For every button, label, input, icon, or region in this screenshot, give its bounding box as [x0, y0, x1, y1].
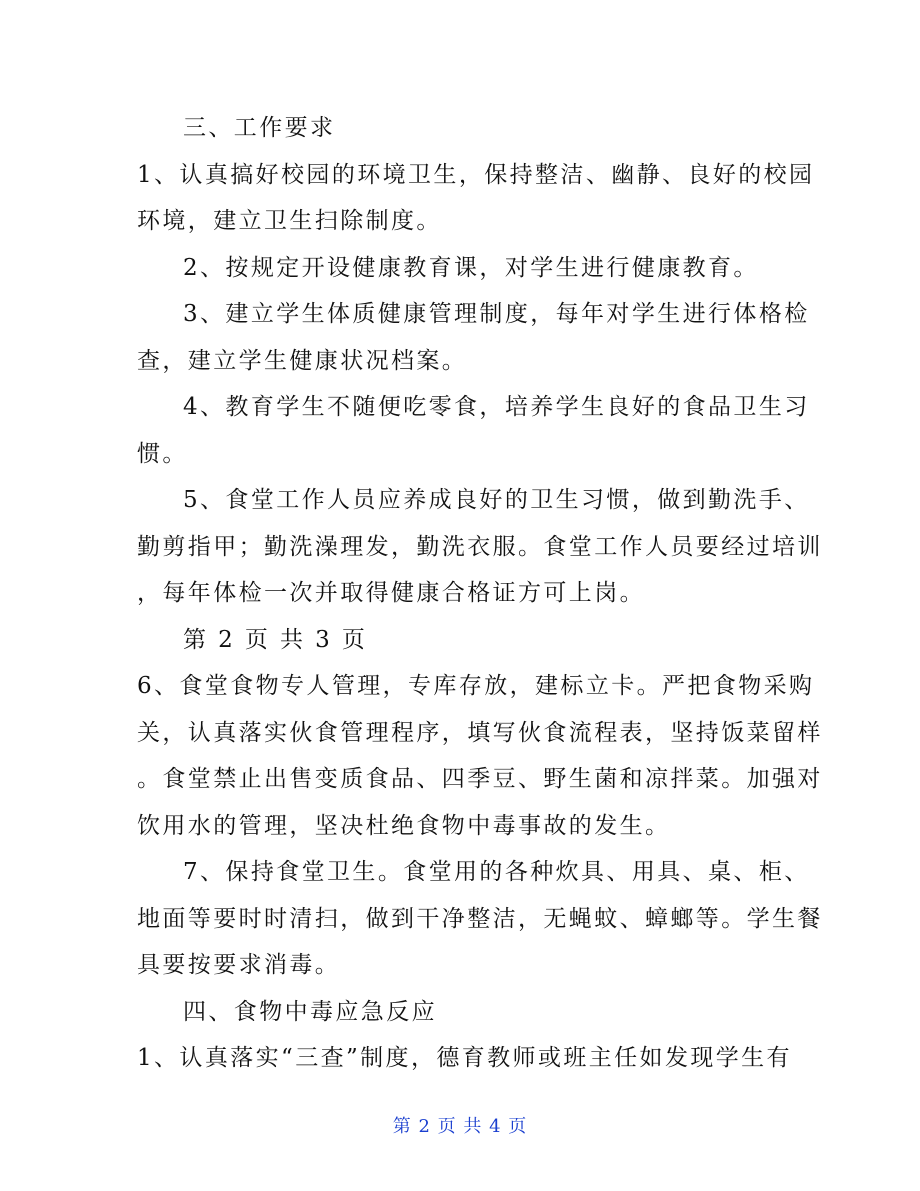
paragraph-line: 地面等要时时清扫，做到干净整洁，无蝇蚊、蟑螂等。学生餐 [137, 905, 823, 932]
paragraph-line: 4、教育学生不随便吃零食，培养学生良好的食品卫生习 [183, 394, 810, 420]
paragraph-line: 查，建立学生健康状况档案。 [137, 347, 468, 374]
inline-page-marker: 第 2 页 共 3 页 [183, 626, 368, 653]
paragraph-line: 饮用水的管理，坚决杜绝食物中毒事故的发生。 [137, 812, 671, 839]
paragraph-line: 1、认真搞好校园的环境卫生，保持整洁、幽静、良好的校园 [137, 161, 815, 188]
paragraph-line: 勤剪指甲；勤洗澡理发，勤洗衣服。食堂工作人员要经过培训 [137, 533, 823, 560]
paragraph-line: 具要按要求消毒。 [137, 952, 341, 978]
paragraph-line: 2、按规定开设健康教育课，对学生进行健康教育。 [183, 254, 759, 281]
paragraph-line: 。食堂禁止出售变质食品、四季豆、野生菌和凉拌菜。加强对 [137, 766, 823, 792]
paragraph-line: ，每年体检一次并取得健康合格证方可上岗。 [137, 580, 645, 606]
paragraph-line: 5、食堂工作人员应养成良好的卫生习惯，做到勤洗手、 [183, 487, 810, 513]
paragraph-line: 关，认真落实伙食管理程序，填写伙食流程表，坚持饭菜留样 [137, 719, 823, 746]
document-body [137, 105, 823, 1082]
paragraph-line: 惯。 [137, 440, 188, 467]
section-heading: 三、工作要求 [183, 115, 336, 141]
paragraph-line: 环境，建立卫生扫除制度。 [137, 208, 442, 234]
paragraph-line: 6、食堂食物专人管理，专库存放，建标立卡。严把食物采购 [137, 673, 815, 699]
section-heading: 四、食物中毒应急反应 [183, 998, 437, 1025]
paragraph-line: 7、保持食堂卫生。食堂用的各种炊具、用具、桌、柜、 [183, 859, 810, 885]
paragraph-line: 3、建立学生体质健康管理制度，每年对学生进行体格检 [183, 301, 810, 327]
paragraph-line: 1、认真落实“三查”制度，德育教师或班主任如发现学生有 [137, 1045, 792, 1071]
page-footer: 第 2 页 共 4 页 [392, 1116, 528, 1137]
